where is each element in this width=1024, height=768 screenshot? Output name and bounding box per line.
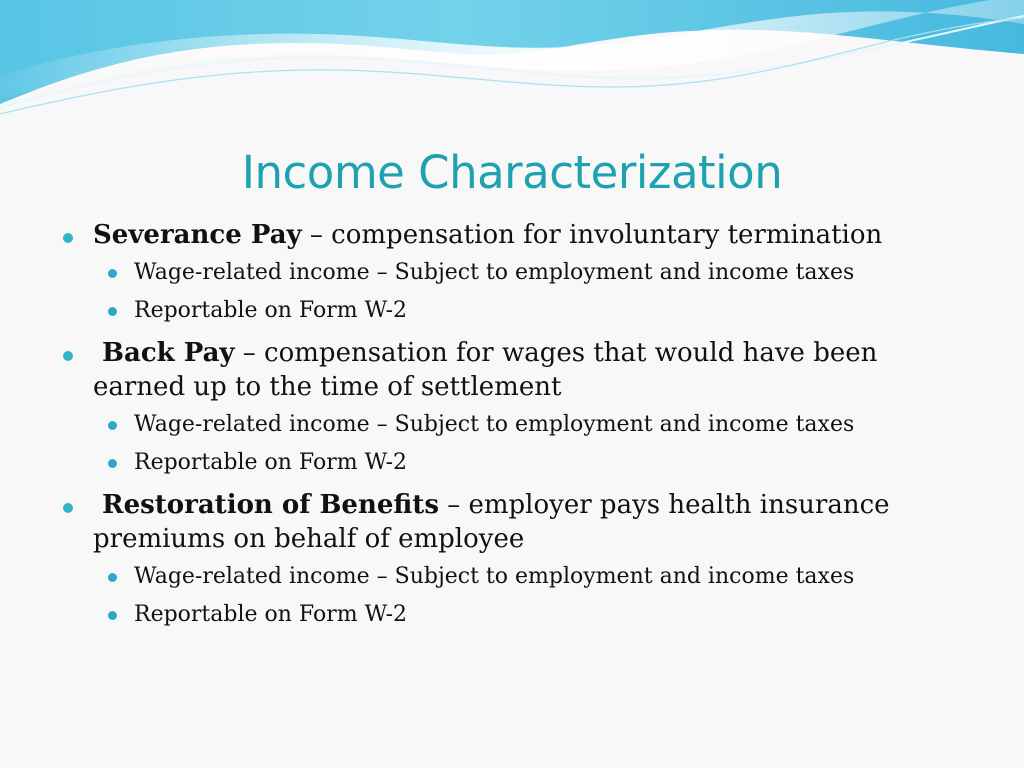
main-bullet xyxy=(58,488,958,556)
main-bullet xyxy=(58,218,958,252)
bullet-description: – compensation for involuntary termination xyxy=(301,220,883,250)
sub-bullet-text: Reportable on Form W-2 xyxy=(134,298,408,323)
bullet-term: Back Pay xyxy=(102,338,235,368)
bullet-icon xyxy=(63,233,73,243)
sub-bullet xyxy=(58,558,958,596)
bullet-section xyxy=(58,488,958,634)
sub-bullet-list xyxy=(58,406,958,482)
slide-content xyxy=(58,218,958,640)
sub-bullet-icon xyxy=(108,573,117,582)
sub-bullet-icon xyxy=(108,459,117,468)
sub-bullet-list xyxy=(58,254,958,330)
bullet-icon xyxy=(63,503,73,513)
sub-bullet xyxy=(58,444,958,482)
decorative-wave-header xyxy=(0,0,1024,130)
sub-bullet-icon xyxy=(108,421,117,430)
sub-bullet-text: Wage-related income – Subject to employment and income taxes xyxy=(134,564,855,589)
sub-bullet xyxy=(58,596,958,634)
bullet-section xyxy=(58,336,958,482)
sub-bullet-list xyxy=(58,558,958,634)
sub-bullet-text: Wage-related income – Subject to employment and income taxes xyxy=(134,260,855,285)
bullet-description: – employer pays health insurance premiums on behalf of employee xyxy=(93,490,890,554)
bullet-term: Restoration of Benefits xyxy=(102,490,439,520)
sub-bullet-icon xyxy=(108,611,117,620)
sub-bullet-text: Reportable on Form W-2 xyxy=(134,450,408,475)
sub-bullet xyxy=(58,406,958,444)
slide-title: Income Characterization xyxy=(241,146,783,199)
sub-bullet-icon xyxy=(108,269,117,278)
bullet-description: – compensation for wages that would have been earned up to the time of settlement xyxy=(93,338,878,402)
sub-bullet xyxy=(58,292,958,330)
bullet-term: Severance Pay xyxy=(93,220,302,250)
bullet-section xyxy=(58,218,958,330)
bullet-icon xyxy=(63,351,73,361)
main-bullet xyxy=(58,336,958,404)
sub-bullet-icon xyxy=(108,307,117,316)
sub-bullet-text: Reportable on Form W-2 xyxy=(134,602,408,627)
sub-bullet xyxy=(58,254,958,292)
sub-bullet-text: Wage-related income – Subject to employment and income taxes xyxy=(134,412,855,437)
